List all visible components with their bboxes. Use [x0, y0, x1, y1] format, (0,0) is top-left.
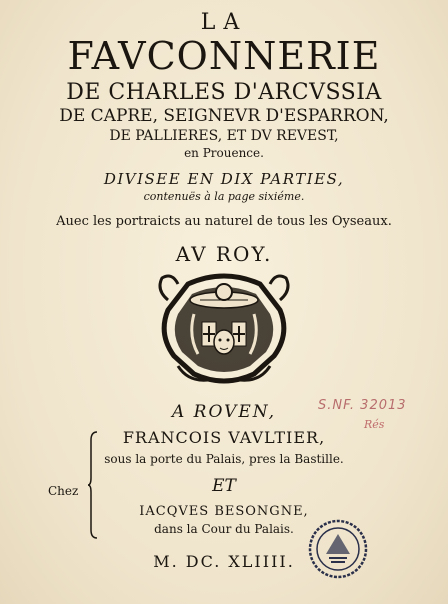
printer-1-address: sous la porte du Palais, pres la Bastille.: [104, 452, 344, 466]
shelfmark-annotation-2: Rés: [364, 418, 385, 431]
author-line: DE CHARLES D'ARCVSSIA: [66, 80, 382, 105]
author-title-line-2: DE PALLIERES, ET DV REVEST,: [109, 128, 339, 144]
chez-label: Chez: [48, 484, 79, 498]
conjunction-et: ET: [212, 476, 236, 496]
main-title: FAVCONNERIE: [67, 34, 381, 78]
library-stamp-icon: [307, 518, 369, 580]
title-line-1: LA: [200, 10, 248, 35]
printer-2-name: IACQVES BESONGNE,: [139, 504, 309, 519]
division-line: DIVISEE EN DIX PARTIES,: [103, 170, 345, 188]
dedication-line: AV ROY.: [175, 242, 273, 266]
publication-date: M. DC. XLIIII.: [153, 552, 295, 571]
region-line: en Prouence.: [184, 146, 264, 160]
city-line: A ROVEN,: [172, 402, 276, 422]
contents-line: contenuës à la page sixiéme.: [143, 190, 305, 203]
printer-vignette: [148, 270, 300, 392]
portraits-line: Auec les portraicts au naturel de tous les Oyseaux.: [56, 214, 392, 229]
bracket-icon: [88, 430, 98, 540]
shelfmark-annotation: S.NF. 32013: [318, 398, 407, 413]
author-title-line: DE CAPRE, SEIGNEVR D'ESPARRON,: [59, 106, 389, 126]
printer-1-name: FRANCOIS VAVLTIER,: [122, 428, 326, 447]
printer-2-address: dans la Cour du Palais.: [154, 522, 294, 536]
